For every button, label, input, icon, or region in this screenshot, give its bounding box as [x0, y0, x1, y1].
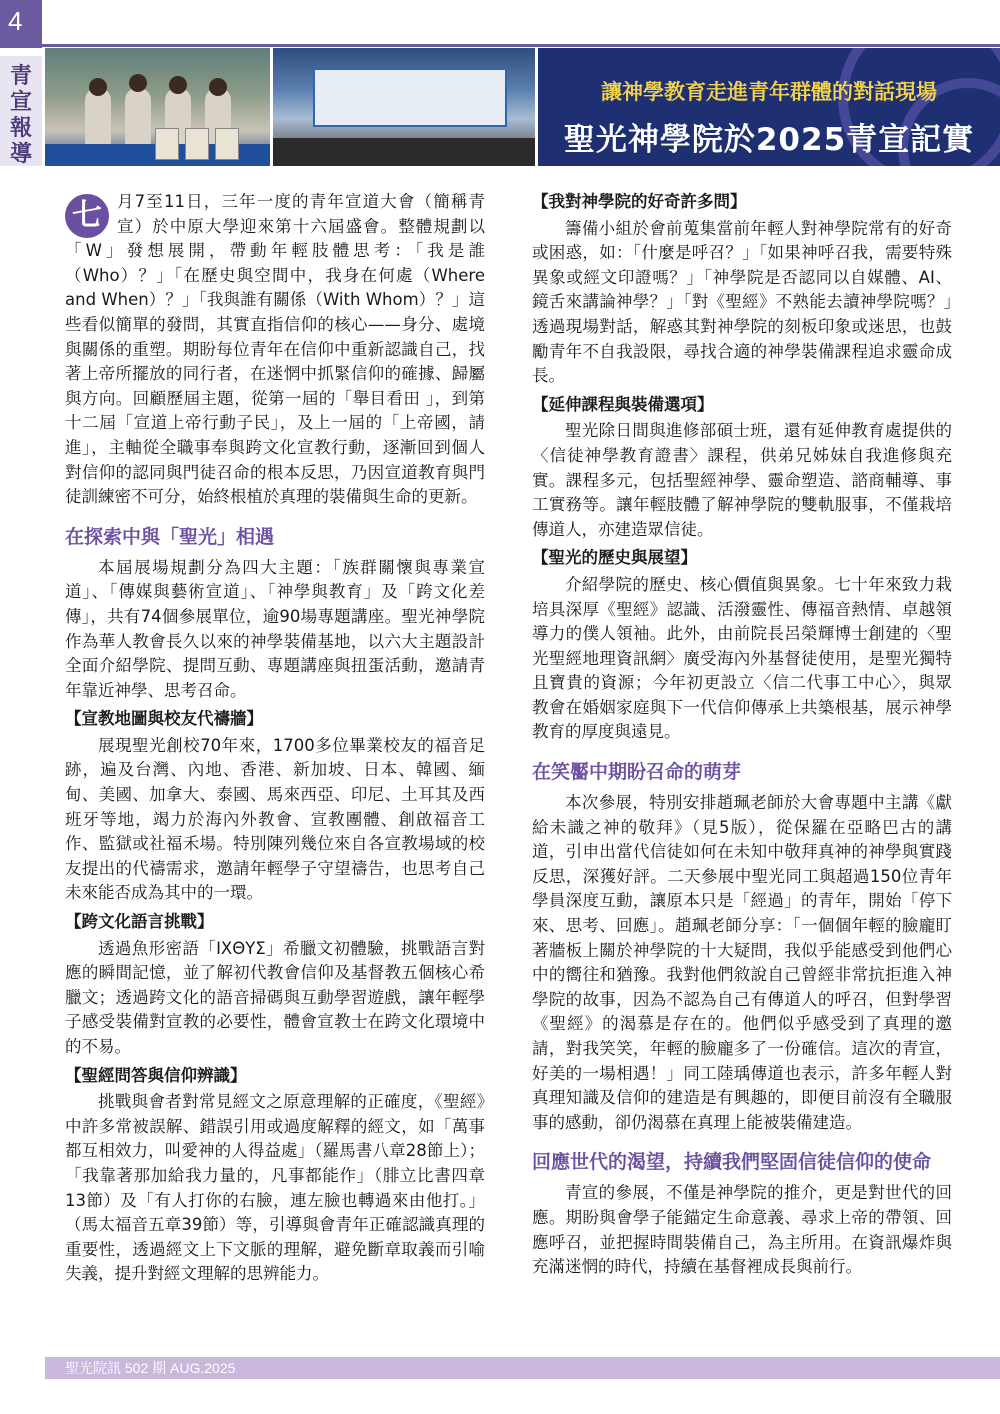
intro-text: 月7至11日，三年一度的青年宣道大會（簡稱青宣）於中原大學迎來第十六屆盛會。整體規劃以「W」發想展開，帶動年輕肢體思考：「我是誰（Who）？」「在歷史與空間中，我身在何處（Where and When）？」「我與誰有關係（With Whom）？」這些看似簡單的發問，其實直指信仰的核心——身分、處境與關係的重塑。期盼每位青年在信仰中重新認識自己，找著上帝所擺放的同行者，在迷惘中抓緊信仰的確據、歸屬與方向。回顧歷屆主題，從第一屆的「舉目看田 」，到第十二屆「宣道上帝行動子民」，及上一屆的「上帝國，請進」，主軸從全職事奉與跨文化宣教行動，逐漸回到個人對信仰的認同與門徒召命的根本反思，乃因宣道教育與門徒訓練密不可分，始終根植於真理的裝備與生命的更新。 — [65, 192, 485, 507]
section-label-char: 導 — [9, 142, 32, 167]
photo-person — [125, 88, 151, 148]
banner-subtitle: 讓神學教育走進青年群體的對話現場 — [601, 80, 937, 104]
title-banner — [538, 48, 1000, 166]
subheading: 【聖經問答與信仰辨識】 — [65, 1065, 247, 1085]
body-paragraph: 挑戰與會者對常見經文之原意理解的正確度，《聖經》中許多常被誤解、錯誤引用或過度解釋的經文，如「萬事都互相效力，叫愛神的人得益處」（羅馬書八章28節上）；「我靠著那加給我力量的，凡事都能作」（腓立比書四章13節）及「有人打你的右臉，連左臉也轉過來由他打。」（馬太福音五章39節）等，引導與會青年正確認識真理的重要性，透過經文上下文脈的理解，避免斷章取義而引喻失義，提升對經文理解的思辨能力。 — [65, 1092, 485, 1284]
photo-book — [155, 128, 179, 160]
left-column — [65, 190, 485, 1287]
subheading: 【跨文化語言挑戰】 — [65, 912, 214, 932]
dropcap: 七 — [65, 194, 109, 238]
photo-person-head — [169, 76, 187, 94]
photo-person-head — [129, 74, 147, 92]
subheading: 【延伸課程與裝備選項】 — [532, 394, 714, 414]
body-paragraph: 透過魚形密語「ΙΧΘΥΣ」希臘文初體驗，挑戰語言對應的瞬間記憶，並了解初代教會信仰及基督教五個核心希臘文；透過跨文化的語音掃碼與互動學習遊戲，讓年輕學子感受裝備對宣教的必要性，體會宣教士在跨文化環境中的不易。 — [65, 938, 485, 1056]
section-heading: 回應世代的渴望，持續我們堅固信徒信仰的使命 — [532, 1151, 932, 1174]
body-paragraph: 青宣的參展，不僅是神學院的推介，更是對世代的回應。期盼與會學子能錨定生命意義、尋求上帝的帶領、回應呼召，並把握時間裝備自己，為主所用。在資訊爆炸與充滿迷惘的時代，持續在基督裡成長與前行。 — [532, 1183, 952, 1277]
top-divider — [42, 44, 1000, 47]
photo-person — [85, 88, 111, 148]
body-paragraph: 本屆展場規劃分為四大主題：「族群關懷與專業宣道」、「傳媒與藝術宣道」、「神學與教育」及「跨文化差傳」，共有74個參展單位，逾90場專題講座。聖光神學院作為華人教會長久以來的神學裝備基地，以六大主題設計全面介紹學院、提問互動、專題講座與扭蛋活動，邀請青年靠近神學、思考召命。 — [65, 557, 485, 700]
photo-person-head — [209, 78, 227, 96]
section-heading: 在探索中與「聖光」相遇 — [65, 525, 275, 548]
section-label-char: 青 — [9, 64, 32, 89]
photo-book — [215, 128, 239, 160]
body-paragraph: 介紹學院的歷史、核心價值與異象。七十年來致力栽培具深厚《聖經》認識、活潑靈性、傳福音熱情、卓越領導力的僕人領袖。此外，由前院長呂榮輝博士創建的〈聖光聖經地理資訊網〉廣受海內外基督徒使用，是聖光獨特且寶貴的資源；今年初更設立〈信二代事工中心〉，與眾教會在婚姻家庭與下一代信仰傳承上共築根基，展示神學教育的厚度與遠見。 — [532, 574, 952, 742]
body-paragraph: 展現聖光創校70年來，1700多位畢業校友的福音足跡，遍及台灣、內地、香港、新加坡、日本、韓國、緬甸、美國、加拿大、泰國、馬來西亞、印尼、土耳其及西班牙等地，竭力於海內外教會、宣教團體、創啟福音工作、監獄或社福禾場。特別陳列幾位來自各宣教場域的校友提出的代禱需求，邀請年輕學子守望禱告，也思考自己未來能否成為其中的一環。 — [65, 735, 485, 903]
section-label-char: 宣 — [9, 90, 32, 115]
body-paragraph: 聖光除日間與進修部碩士班，還有延伸教育處提供的〈信徒神學教育證書〉課程，供弟兄姊妹自我進修與充實。課程多元，包括聖經神學、靈命塑造、諮商輔導、事工實務等。讓年輕肢體了解神學院的雙軌服事，不僅栽培傳道人，亦建造眾信徒。 — [532, 421, 952, 539]
photo-person-head — [89, 78, 107, 96]
body-paragraph: 籌備小組於會前蒐集當前年輕人對神學院常有的好奇或困惑，如：「什麼是呼召？」「如果神呼召我，需要特殊異象或經文印證嗎？」「神學院是否認同以自媒體、AI、鏡舌來講論神學？」「對《聖經》不熟能去讀神學院嗎？」透過現場對話，解惑其對神學院的刻板印象或迷思，也鼓勵青年不自我設限，尋找合適的神學裝備課程追求靈命成長。 — [532, 218, 952, 386]
footer-issue: 聖光院訊 502 期 AUG.2025 — [65, 1360, 236, 1376]
banner-title: 聖光神學院於2025青宣記實 — [563, 122, 975, 158]
right-column — [532, 190, 952, 1280]
photo-book — [185, 128, 209, 160]
section-heading: 在笑靨中期盼召命的萌芽 — [532, 761, 742, 784]
photo-floor — [273, 138, 535, 166]
subheading: 【宣教地圖與校友代禱牆】 — [65, 709, 263, 729]
section-label — [0, 56, 42, 166]
subheading: 【我對神學院的好奇許多問】 — [532, 192, 747, 211]
section-label-char: 報 — [9, 116, 32, 141]
footer-bar — [45, 1357, 1000, 1379]
intro-paragraph — [65, 190, 485, 510]
body-paragraph: 本次參展，特別安排趙珮老師於大會專題中主講《獻給未識之神的敬拜》（見5版），從保羅在亞略巴古的講道，引申出當代信徒如何在未知中敬拜真神的神學與實踐反思，深獲好評。二天參展中聖光同工與超過150位青年學員深度互動，讓原本只是「經過」的青年，開始「停下來、思考、回應」。趙珮老師分享：「一個個年輕的臉龐盯著牆板上關於神學院的十大疑問，我似乎能感受到他們心中的嚮往和猶豫。我對他們敘說自己曾經非常抗拒進入神學院的故事，因為不認為自己有傳道人的呼召，但對學習《聖經》的渴慕是存在的。他們似乎感受到了真理的邀請，對我笑笑，年輕的臉龐多了一份確信。這次的青宣，好美的一場相遇！」同工陸瑀傳道也表示，許多年輕人對真理知識及信仰的建造是有興趣的，即便目前沒有全職服事的感動，卻仍渴慕在真理上能被裝備建造。 — [532, 793, 952, 1132]
photo-booth — [313, 68, 507, 127]
booth-staff-photo — [45, 48, 270, 166]
page-number-box — [0, 0, 42, 48]
exhibition-hall-photo — [273, 48, 535, 166]
subheading: 【聖光的歷史與展望】 — [532, 548, 697, 568]
page-number: 4 — [8, 6, 23, 36]
